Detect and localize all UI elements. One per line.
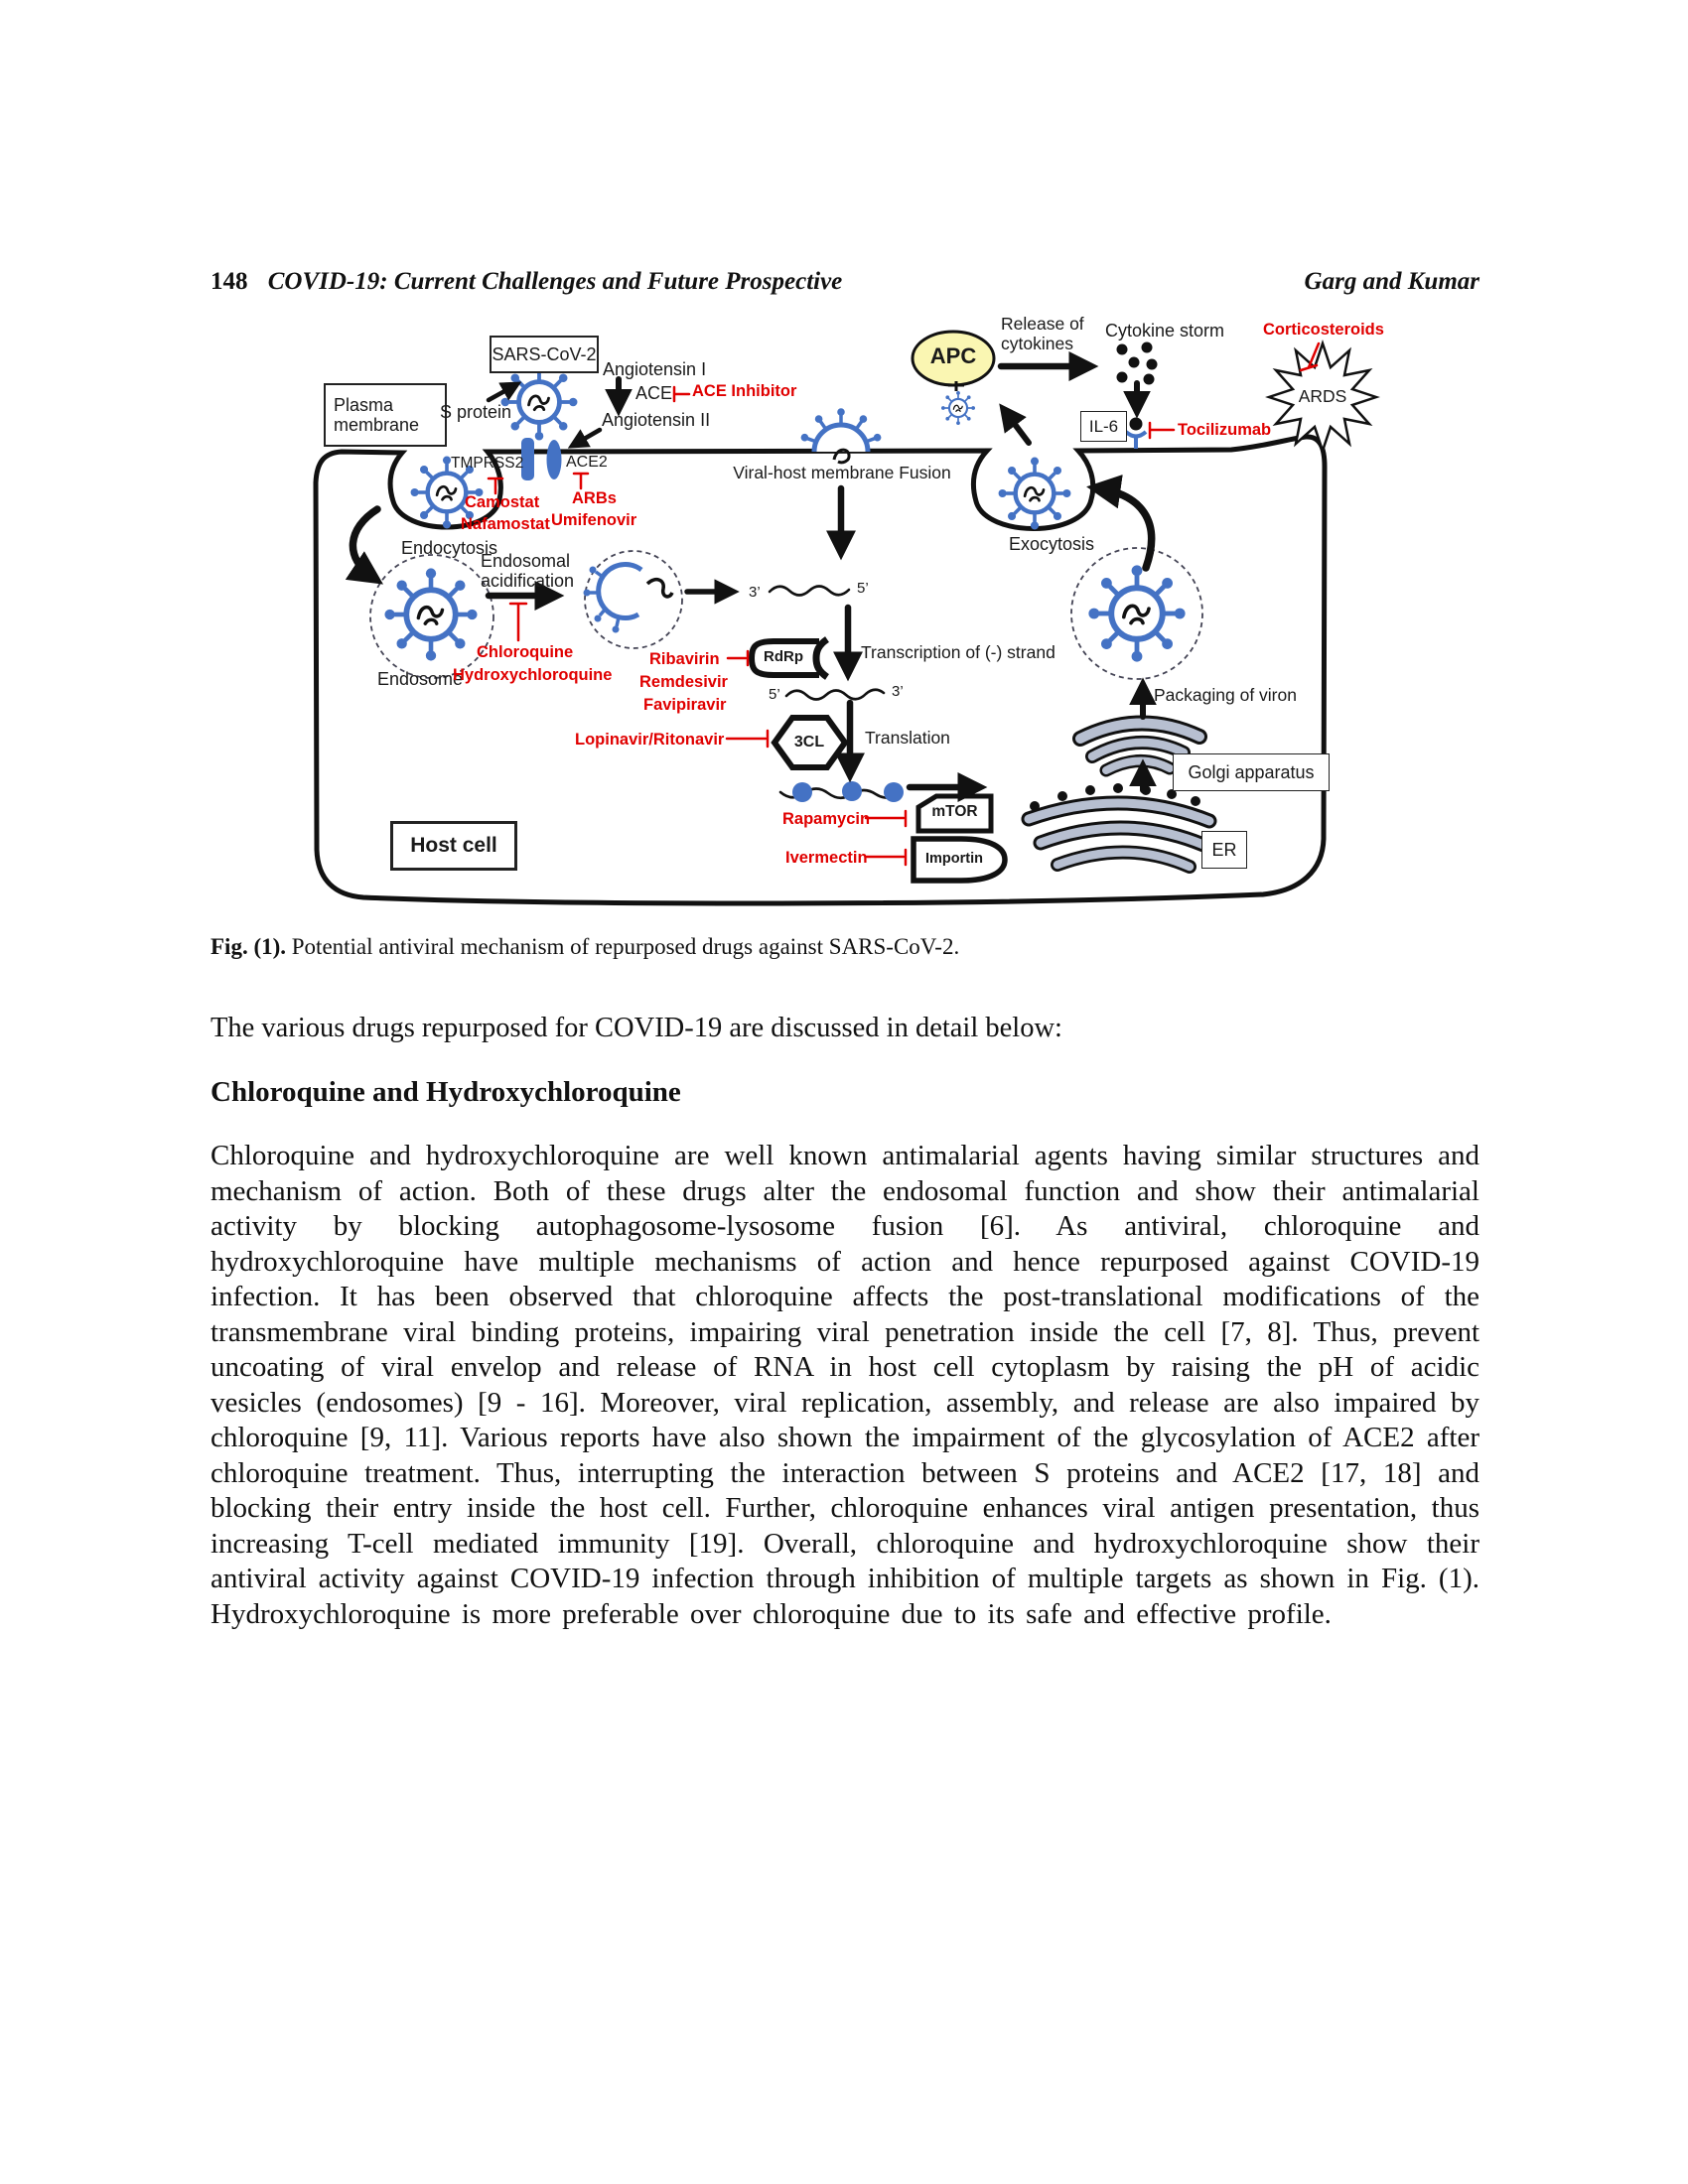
rdrp-label: RdRp bbox=[764, 648, 803, 665]
exocytosis-virion-icon bbox=[999, 458, 1071, 530]
ivermectin-tee bbox=[867, 850, 906, 865]
viral-host-fusion-label: Viral-host membrane Fusion bbox=[733, 463, 951, 482]
ribavirin-tee bbox=[728, 651, 748, 665]
golgi-label bbox=[1173, 753, 1330, 791]
to-exocytosis-arrow bbox=[1098, 488, 1152, 568]
plasma-membrane-text: Plasma membrane bbox=[334, 394, 420, 435]
sars-cov-2-text: SARS-CoV-2 bbox=[492, 343, 597, 364]
remdesivir-label: Remdesivir bbox=[639, 673, 728, 691]
fused-virion-icon bbox=[801, 408, 882, 463]
camostat-label: Camostat bbox=[465, 493, 540, 511]
ivermectin-label: Ivermectin bbox=[785, 849, 868, 867]
nafamostat-label: Nafamostat bbox=[461, 515, 550, 533]
apc-label: APC bbox=[929, 343, 977, 368]
endosome-virion-icon bbox=[384, 568, 477, 660]
importin-label: Importin bbox=[925, 851, 983, 867]
ace-inhibitor-label: ACE Inhibitor bbox=[692, 382, 797, 400]
host-cell-text: Host cell bbox=[410, 834, 497, 858]
il6-label bbox=[1080, 411, 1127, 442]
sars-cov-2-virion-icon bbox=[501, 364, 578, 441]
mtor-label: mTOR bbox=[931, 803, 978, 820]
figure-caption bbox=[211, 934, 1481, 960]
il6-receptor-icon bbox=[1126, 418, 1146, 450]
tocilizumab-label: Tocilizumab bbox=[1178, 421, 1272, 439]
lopinavir-ritonavir-label: Lopinavir/Ritonavir bbox=[575, 731, 725, 749]
page-number: 148 bbox=[211, 268, 248, 295]
release-of-cytokines-label: Release of cytokines bbox=[1001, 314, 1084, 353]
angiotensin-i-label: Angiotensin I bbox=[603, 359, 707, 379]
ace-inhibitor-tee bbox=[674, 387, 689, 401]
angiotensin2-arrow bbox=[574, 430, 600, 445]
three-prime-label-2: 3’ bbox=[892, 683, 904, 700]
arbs-label: ARBs bbox=[572, 489, 617, 507]
intro-paragraph: The various drugs repurposed for COVID-19 are discussed in detail below: bbox=[211, 1013, 1062, 1043]
corticosteroids-label: Corticosteroids bbox=[1263, 321, 1384, 339]
packaging-label: Packaging of viron bbox=[1154, 685, 1297, 705]
header-left bbox=[211, 268, 842, 296]
er-text: ER bbox=[1211, 839, 1237, 860]
tmprss2-label: TMPRSS2 bbox=[451, 455, 524, 472]
cytokine-storm-label: Cytokine storm bbox=[1105, 321, 1225, 341]
cytokine-storm-dots bbox=[1117, 342, 1158, 385]
five-prime-label: 5’ bbox=[857, 580, 869, 597]
plasma-membrane-label bbox=[324, 383, 447, 447]
ace2-label: ACE2 bbox=[566, 454, 608, 471]
ace2-receptor-icon bbox=[547, 440, 562, 479]
tocilizumab-tee bbox=[1150, 423, 1174, 438]
chloroquine-label: Chloroquine bbox=[477, 643, 574, 661]
book-title: COVID-19: Current Challenges and Future Prospective bbox=[267, 268, 843, 295]
endocytosis-label: Endocytosis bbox=[401, 538, 498, 558]
ards-label: ARDS bbox=[1298, 386, 1347, 406]
lopinavir-tee bbox=[727, 731, 768, 747]
figure-caption-text: Potential antiviral mechanism of repurposed drugs against SARS-CoV-2. bbox=[286, 934, 960, 959]
figure-1-diagram bbox=[228, 298, 1384, 943]
endocytosis-arrow bbox=[352, 509, 377, 578]
host-cell-label bbox=[390, 821, 517, 871]
page-header bbox=[211, 268, 1479, 296]
transcription-label: Transcription of (-) strand bbox=[861, 642, 1055, 662]
exocytosis-to-apc-arrow bbox=[1005, 411, 1029, 443]
packaged-virion-icon bbox=[1088, 565, 1185, 661]
chloroquine-tee bbox=[510, 604, 526, 640]
three-prime-label: 3’ bbox=[749, 584, 761, 601]
exocytosis-label: Exocytosis bbox=[1009, 534, 1095, 554]
sars-cov-2-label bbox=[490, 336, 599, 373]
endosome-label: Endosome bbox=[377, 669, 464, 689]
ace-label: ACE bbox=[635, 383, 673, 403]
polyprotein-beads bbox=[792, 781, 904, 802]
apc-presented-virion-icon bbox=[941, 391, 975, 425]
arbs-tee bbox=[574, 474, 588, 488]
figure-caption-label: Fig. (1). bbox=[211, 934, 287, 959]
endosomal-acidification-label: Endosomal acidification bbox=[481, 551, 575, 592]
umifenovir-label: Umifenovir bbox=[551, 511, 637, 529]
favipiravir-label: Favipiravir bbox=[643, 696, 727, 714]
s-protein-label: S protein bbox=[440, 402, 512, 422]
golgi-text: Golgi apparatus bbox=[1188, 761, 1315, 782]
section-heading: Chloroquine and Hydroxychloroquine bbox=[211, 1076, 681, 1108]
ribavirin-label: Ribavirin bbox=[649, 650, 720, 668]
rapamycin-label: Rapamycin bbox=[782, 810, 871, 828]
rna-plus-strand bbox=[770, 587, 849, 596]
il6-text: IL-6 bbox=[1088, 416, 1119, 436]
angiotensin-ii-label: Angiotensin II bbox=[602, 410, 711, 430]
3cl-label: 3CL bbox=[793, 734, 825, 751]
body-paragraph: Chloroquine and hydroxychloroquine are well known antimalarial agents having similar structures and mechanism of action. Both of these drugs alter the endosomal function and show their antimalarial activity by blocking autophagosome-lysosome fusion [6]. As antiviral, chloroquine and hydroxychloroquine have multiple mechanisms of action and hence repurposed against COVID-19 infection. It has been observed that chloroquine affects the post-translational modifications of the transmembrane viral binding proteins, impairing viral penetration inside the cell [7, 8]. Thus, prevent uncoating of viral envelop and release of RNA in host cell cytoplasm by raising the pH of acidic vesicles (endosomes) [9 - 16]. Moreover, viral replication, assembly, and release are also impaired by chloroquine [9, 11]. Various reports have also shown the impairment of the glycosylation of ACE2 after chloroquine treatment. Thus, interrupting the interaction between S proteins and ACE2 [17, 18] and blocking their entry inside the host cell. Further, chloroquine enhances viral antigen presentation, thus increasing T-cell mediated immunity [19]. Overall, chloroquine and hydroxychloroquine show their antiviral activity against COVID-19 infection through inhibition of multiple targets as shown in Fig. (1). Hydroxychloroquine is more preferable over chloroquine due to its safe and effective profile. bbox=[211, 1140, 1479, 1630]
hydroxychloroquine-label: Hydroxychloroquine bbox=[453, 666, 613, 684]
translation-label: Translation bbox=[865, 728, 950, 748]
header-authors: Garg and Kumar bbox=[1304, 268, 1479, 295]
rna-minus-strand bbox=[786, 690, 884, 700]
rapamycin-tee bbox=[866, 811, 906, 826]
s-protein-arrow bbox=[489, 385, 515, 400]
er-icon bbox=[1029, 783, 1209, 867]
five-prime-label-2: 5’ bbox=[769, 686, 780, 703]
er-label bbox=[1201, 831, 1247, 869]
